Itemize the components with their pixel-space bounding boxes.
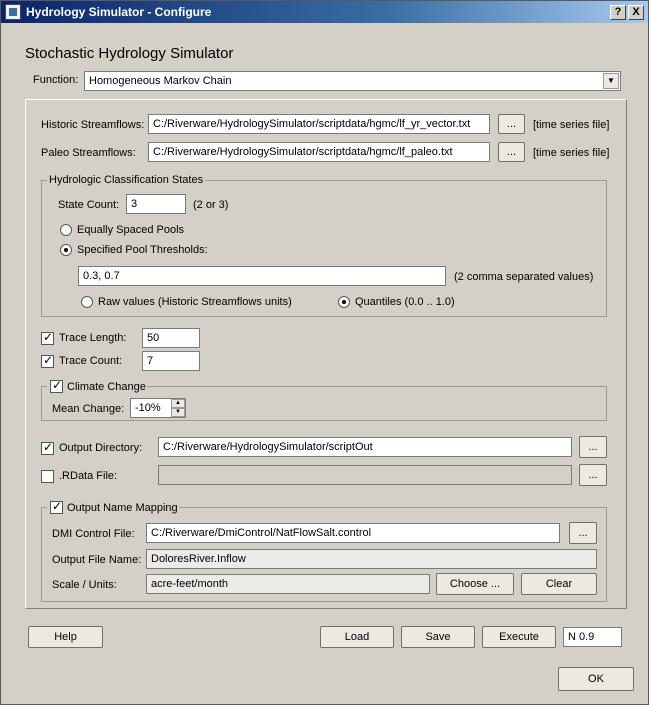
close-icon[interactable]: X [628,5,644,20]
states-group-title: Hydrologic Classification States [49,174,204,186]
window-title: Hydrology Simulator - Configure [26,5,212,19]
scale-units-input[interactable]: acre-feet/month [146,574,430,594]
thresholds-note: (2 comma separated values) [454,271,594,283]
output-name-mapping-checkbox[interactable] [50,501,63,514]
function-select[interactable] [84,71,621,91]
function-value: Homogeneous Markov Chain [89,75,232,87]
trace-count-label: Trace Count: [59,355,123,367]
output-directory-label: Output Directory: [59,442,143,454]
dmi-control-label: DMI Control File: [52,528,135,540]
spin-up-icon[interactable]: ▲ [171,399,185,408]
choose-button[interactable]: Choose ... [436,573,514,595]
dmi-control-input[interactable]: C:/Riverware/DmiControl/NatFlowSalt.control [146,523,560,543]
trace-count-checkbox[interactable] [41,355,54,368]
raw-values-radio[interactable] [81,296,93,308]
historic-label: Historic Streamflows: [41,119,145,131]
rdata-input[interactable] [158,465,572,485]
rdata-checkbox[interactable] [41,470,54,483]
historic-streamflows-input[interactable]: C:/Riverware/HydrologySimulator/scriptdata/hgmc/lf_yr_vector.txt [148,114,490,134]
equal-pools-label: Equally Spaced Pools [77,224,185,236]
load-button[interactable]: Load [320,626,394,648]
chevron-down-icon[interactable]: ▼ [603,73,619,89]
trace-count-input[interactable]: 7 [142,351,200,371]
quantiles-radio[interactable] [338,296,350,308]
paleo-label: Paleo Streamflows: [41,147,136,159]
execute-button[interactable]: Execute [482,626,556,648]
state-count-input[interactable]: 3 [126,194,186,214]
clear-button[interactable]: Clear [521,573,597,595]
output-directory-checkbox[interactable] [41,442,54,455]
help-button[interactable]: Help [28,626,103,648]
output-file-name-input[interactable]: DoloresRiver.Inflow [146,549,597,569]
rdata-label: .RData File: [59,470,118,482]
title-bar [1,1,648,23]
thresholds-input[interactable]: 0.3, 0.7 [78,266,446,286]
trace-length-input[interactable]: 50 [142,328,200,348]
mean-change-label: Mean Change: [52,403,125,415]
help-title-button[interactable]: ? [610,5,626,20]
historic-browse-button[interactable]: ... [498,114,525,134]
mean-change-value: -10% [135,402,161,414]
state-count-note: (2 or 3) [193,199,229,211]
paleo-browse-button[interactable]: ... [498,142,525,162]
quantiles-label: Quantiles (0.0 .. 1.0) [355,296,455,308]
equal-pools-radio[interactable] [60,224,72,236]
paleo-note: [time series file] [533,147,610,159]
climate-group-title: Climate Change [67,381,146,393]
save-button[interactable]: Save [401,626,475,648]
app-icon [5,4,21,20]
output-file-name-label: Output File Name: [52,554,142,566]
climate-change-checkbox[interactable] [50,380,63,393]
trace-length-checkbox[interactable] [41,332,54,345]
specified-thresholds-radio[interactable] [60,244,72,256]
raw-values-label: Raw values (Historic Streamflows units) [98,296,292,308]
historic-note: [time series file] [533,119,610,131]
output-directory-browse-button[interactable]: ... [579,436,607,458]
specified-thresholds-label: Specified Pool Thresholds: [77,244,208,256]
output-directory-input[interactable]: C:/Riverware/HydrologySimulator/scriptOut [158,437,572,457]
paleo-streamflows-input[interactable]: C:/Riverware/HydrologySimulator/scriptdata/hgmc/lf_paleo.txt [148,142,490,162]
version-field: N 0.9 [563,627,622,647]
spin-down-icon[interactable]: ▼ [171,408,185,417]
scale-units-label: Scale / Units: [52,579,117,591]
rdata-browse-button[interactable]: ... [579,464,607,486]
ok-button[interactable]: OK [558,667,634,691]
function-label: Function: [33,74,79,86]
state-count-label: State Count: [58,199,120,211]
dmi-browse-button[interactable]: ... [569,522,597,544]
page-title: Stochastic Hydrology Simulator [25,45,234,62]
mapping-group-title: Output Name Mapping [67,502,178,514]
trace-length-label: Trace Length: [59,332,127,344]
